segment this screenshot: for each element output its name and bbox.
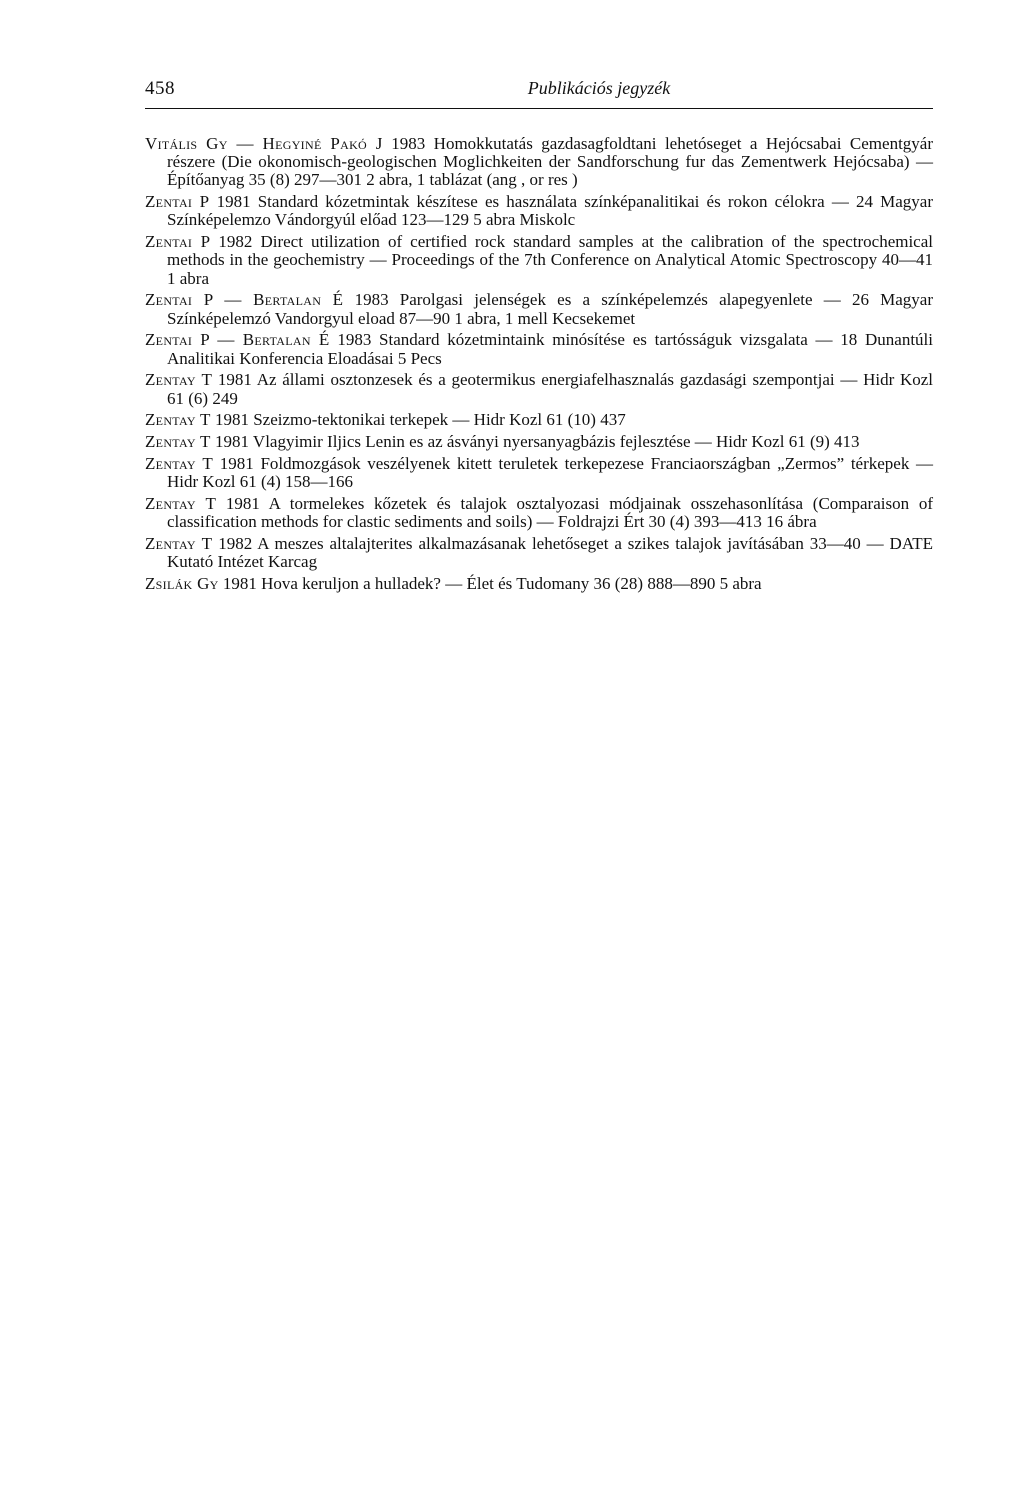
bibliography-entry (145, 193, 933, 229)
entry-author: Zentay T (145, 370, 213, 390)
entry-text: 1981 Szeizmo-tektonikai terkepek — Hidr Kozl 61 (10) 437 (214, 410, 626, 430)
entry-text: 1982 A meszes altalajterites alkalmazásanak lehetőseget a szikes talajok javításában 33—40 — DATE Kutató Intézet Karcag (167, 534, 933, 572)
bibliography-list (145, 135, 933, 597)
bibliography-entry (145, 535, 933, 571)
entry-text: 1983 Standard kózetmintaink minósítése es tartósságuk vizsgalata — 18 Dunantúli Analitikai Konferencia Eloadásai 5 Pecs (167, 330, 933, 368)
entry-author: Zentai P (145, 192, 210, 212)
entry-author: Zentai P — Bertalan É (145, 330, 330, 350)
entry-author: Zentay T (145, 432, 211, 452)
entry-text: 1982 Direct utilization of certified rock standard samples at the calibration of the spectrochemical methods in the geochemistry — Proceedings of the 7th Conference on Analytical Atomic Spectroscopy 40—41 1 abra (167, 232, 933, 288)
entry-text: 1981 Foldmozgások veszélyenek kitett teruletek terkepezese Franciaországban „Zermos” térkepek — Hidr Kozl 61 (4) 158—166 (167, 454, 934, 492)
page-number: 458 (145, 78, 175, 99)
bibliography-entry (145, 135, 933, 190)
bibliography-entry (145, 575, 933, 593)
bibliography-entry (145, 331, 933, 367)
bibliography-entry (145, 291, 933, 327)
entry-text: 1981 Hova keruljon a hulladek? — Élet és Tudomany 36 (28) 888—890 5 abra (222, 574, 762, 593)
entry-author: Zentay T (145, 454, 214, 473)
bibliography-entry (145, 455, 933, 491)
bibliography-entry (145, 233, 933, 288)
page-header (145, 78, 933, 108)
entry-author: Zentay T (145, 410, 211, 430)
header-rule (145, 108, 933, 109)
entry-text: 1981 Az állami osztonzesek és a geotermikus energiafelhasznalás gazdasági szempontjai — Hidr Kozl 61 (6) 249 (167, 370, 933, 408)
running-title: Publikációs jegyzék (527, 78, 671, 98)
entry-author: Zsilák Gy (145, 574, 219, 593)
bibliography-entry (145, 411, 933, 429)
bibliography-entry (145, 371, 933, 407)
entry-text: 1981 Vlagyimir Iljics Lenin es az ásványi nyersanyagbázis fejlesztése — Hidr Kozl 61 (9) 413 (214, 432, 860, 452)
entry-author: Vitális Gy — Hegyiné Pakó J (145, 134, 383, 153)
bibliography-entry (145, 433, 933, 451)
entry-text: 1983 Homokkutatás gazdasagfoldtani lehetóseget a Hejócsabai Cementgyár részere (Die okonomisch-geologischen Moglichkeiten der Sandforschung fur das Zementwerk Hejócsaba) — Építőanyag 35 (8) 297—301 2 abra, 1 tablázat (ang , or res ) (167, 134, 933, 190)
entry-text: 1981 A tormelekes kőzetek és talajok osztalyozasi módjainak osszehasonlítása (Comparaison of classification methods for clastic sediments and soils) — Foldrajzi Ért 30 (4) 393—413 16 ábra (167, 494, 933, 532)
entry-author: Zentay T (145, 534, 213, 553)
entry-text: 1981 Standard kózetmintak készítese es használata színképanalitikai és rokon célokra — 24 Magyar Színképelemzo Vándorgyúl előad 123—129 5 abra Miskolc (167, 192, 933, 230)
entry-author: Zentai P (145, 232, 211, 252)
bibliography-entry (145, 495, 933, 531)
entry-author: Zentay T (145, 494, 217, 513)
entry-author: Zentai P — Bertalan É (145, 290, 344, 310)
entry-text: 1983 Parolgasi jelenségek es a színképelemzés alapegyenlete — 26 Magyar Színképelemzó Vandorgyul eload 87—90 1 abra, 1 mell Kecsekemet (167, 290, 934, 328)
